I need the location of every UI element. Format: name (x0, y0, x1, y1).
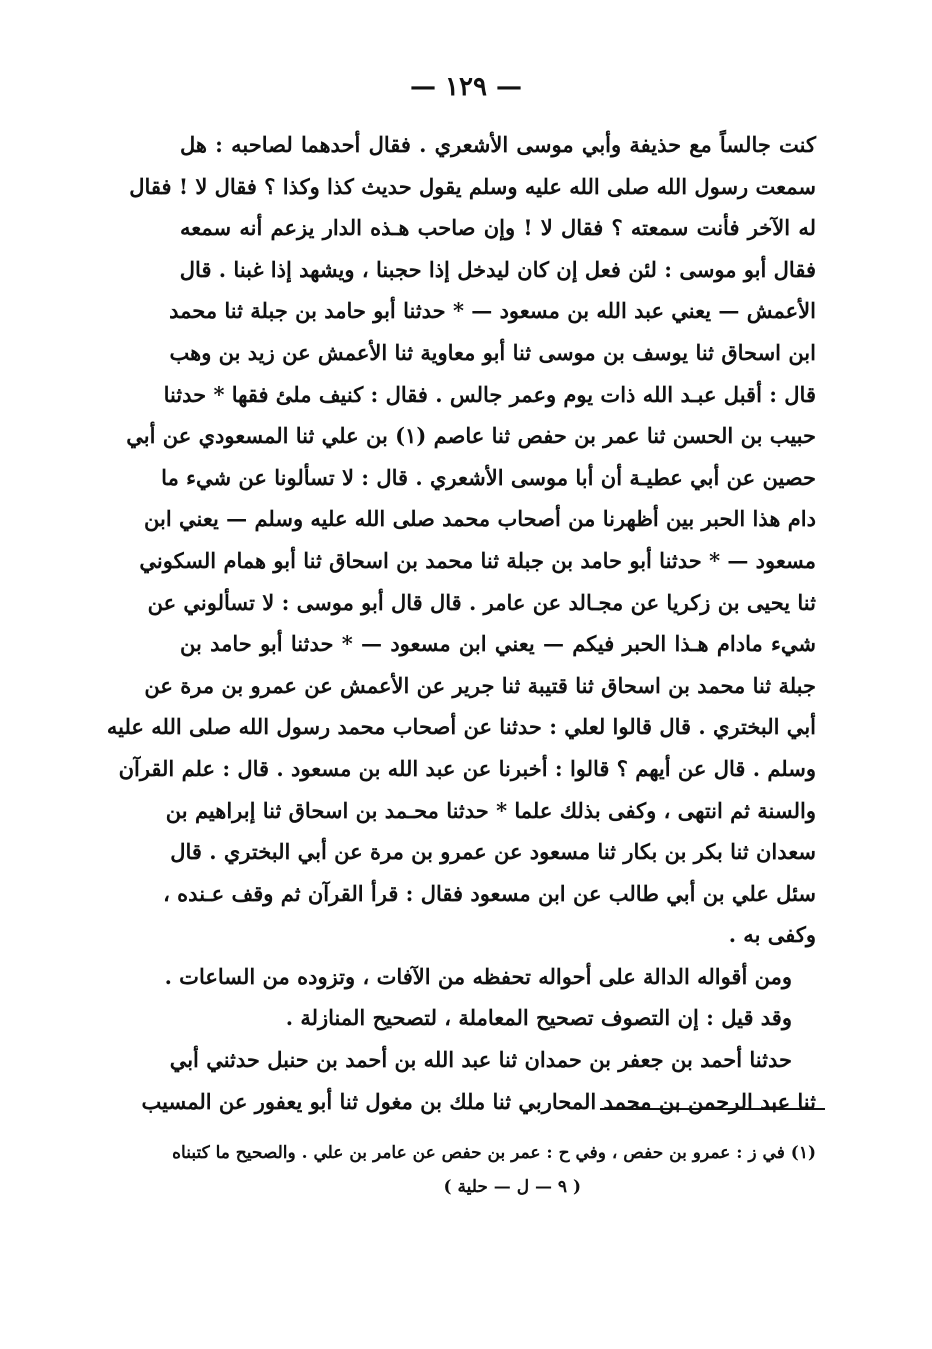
text-line: حبيب بن الحسن ثنا عمر بن حفص ثنا عاصم (١) بن علي ثنا المسعودي عن أبي (126, 423, 816, 449)
text-line: والسنة ثم انتهى ، وكفى بذلك علما * حدثنا محـمد بن اسحاق ثنا إبراهيم بن (165, 797, 816, 823)
text-line: جبلة ثنا محمد بن اسحاق ثنا قتيبة ثنا جرير عن الأعمش عن عمرو بن مرة عن (144, 672, 816, 698)
text-line: سمعت رسول الله صلى الله عليه وسلم يقول حديث كذا وكذا ؟ فقال لا ! فقال (129, 173, 816, 199)
text-line: ابن اسحاق ثنا يوسف بن موسى ثنا أبو معاوية ثنا الأعمش عن زيد بن وهب (169, 339, 816, 365)
text-line: ثنا يحيى بن زكريا عن مجـالد عن عامر . قال قال أبو موسى : لا تسألوني عن (147, 589, 816, 615)
text-line: قال : أقبل عبـد الله ذات يوم وعمر جالس . فقال : كنيف ملئ فقها * حدثنا (163, 381, 816, 407)
text-line: حصين عن أبي عطيـة أن أبا موسى الأشعري . قال : لا تسألونا عن شيء ما (161, 464, 816, 490)
footnote-signature: ( ٩ — ل — حلية ) (443, 1177, 581, 1197)
text-line: سعدان ثنا بكر بن بكار ثنا مسعود عن عمرو بن مرة عن أبي البختري . قال (170, 839, 816, 865)
text-line: كنت جالساً مع حذيفة وأبي موسى الأشعري . فقال أحدهما لصاحبه : هل (180, 132, 816, 157)
text-line: الأعمش — يعني عبد الله بن مسعود — * حدثنا أبو حامد بن جبلة ثنا محمد (169, 298, 816, 324)
text-line: له الآخر فأنت سمعته ؟ فقال لا ! وإن صاحب هـذه الدار يزعم أنه سمعه (180, 215, 816, 241)
text-line: سئل علي بن أبي طالب عن ابن مسعود فقال : قرأ القرآن ثم وقف عـنده ، (163, 880, 816, 906)
text-line: حدثنا أحمد بن جعفر بن حمدان ثنا عبد الله بن أحمد بن حنبل حدثني أبي (169, 1047, 792, 1073)
text-line: وكفى به . (728, 922, 816, 948)
text-line: مسعود — * حدثنا أبو حامد بن جبلة ثنا محمد بن اسحاق ثنا أبو همام السكوني (139, 547, 816, 573)
footnote-divider (600, 1108, 825, 1110)
text-line: وقد قيل : إن التصوف تصحيح المعاملة ، لتصحيح المنازلة . (285, 1005, 792, 1031)
text-line: دام هذا الحبر بين أظهرنا من أصحاب محمد صلى الله عليه وسلم — يعني ابن (144, 506, 816, 532)
body-text (106, 124, 816, 1122)
footnotes (172, 1136, 816, 1204)
text-line: ومن أقواله الدالة على أحواله تحفظه من الآفات ، وتزوده من الساعات . (164, 963, 792, 989)
text-line: شيء مادام هـذا الحبر فيكم — يعني ابن مسعود — * حدثنا أبو حامد بن (180, 631, 816, 657)
text-line: وسلم . قال عن أيهم ؟ قالوا : أخبرنا عن عبد الله بن مسعود . قال : علم القرآن (118, 755, 816, 781)
footnote-line: (١) في ز : عمرو بن حفص ، وفي ح : عمر بن حفص عن عامر بن علي . والصحيح ما كتبناه (172, 1143, 816, 1163)
page-number: — ١٢٩ — (409, 72, 523, 102)
text-line: أبي البختري . قال قالوا لعلي : حدثنا عن أصحاب محمد رسول الله صلى الله عليه (106, 714, 816, 740)
text-line: ثنا عبد الرحمن بن محمد المحاربي ثنا ملك بن مغول ثنا أبو يعفور عن المسيب (141, 1088, 816, 1114)
text-line: فقال أبو موسى : لئن فعل إن كان ليدخل إذا حجبنا ، ويشهد إذا غبنا . قال (179, 256, 816, 282)
